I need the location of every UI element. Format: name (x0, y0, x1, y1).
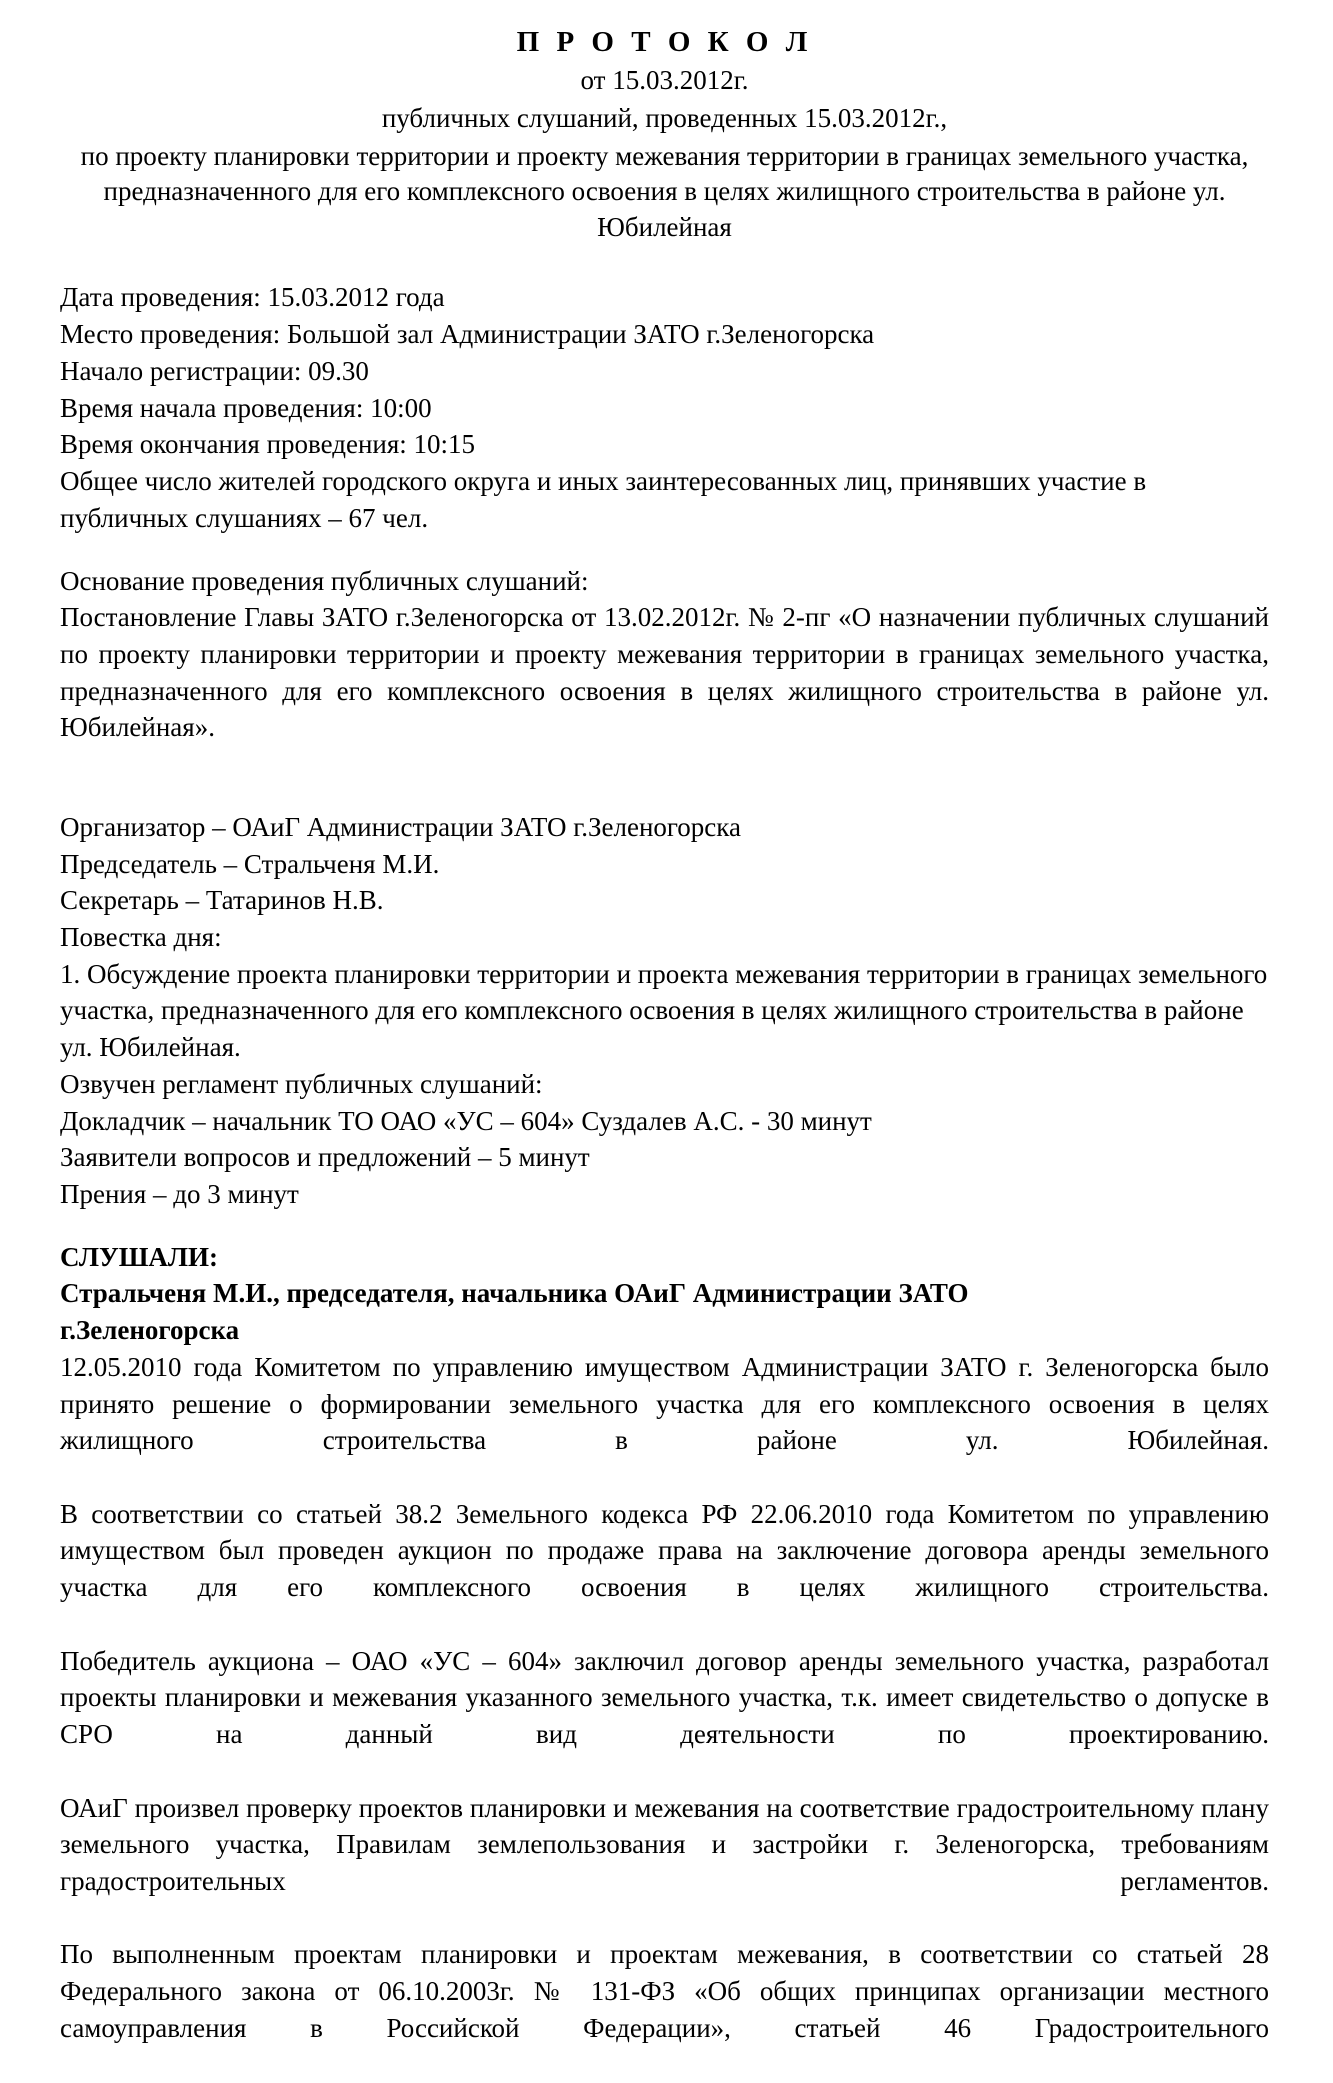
secretary-line: Секретарь – Татаринов Н.В. (60, 885, 384, 916)
listened-person-line-2: г.Зеленогорска (60, 1315, 240, 1346)
listened-paragraph-5: По выполненным проектам планировки и проектам межевания, в соответствии со статьей 28 Федерального закона от 06.10.2003г. № 131-ФЗ «Об общих принципах организации местного самоуправления в Российской Федерации», статьей 46 Градостроительного (60, 1939, 1269, 2043)
regulations-debate: Прения – до 3 минут (60, 1179, 299, 1209)
info-registration-start: Начало регистрации: 09.30 (60, 355, 369, 386)
listened-heading: СЛУШАЛИ: (60, 1241, 219, 1272)
listened-person-line-1: Стральченя М.И., председателя, начальника ОАиГ Администрации ЗАТО (60, 1278, 969, 1309)
basis-text: Постановление Главы ЗАТО г.Зеленогорска от 13.02.2012г. № 2-пг «О назначении публичных слушаний по проекту планировки территории и проекту межевания территории в границах земельного участка, предназначенного для его комплексного освоения в целях жилищного строительства в районе ул. Юбилейная». (60, 602, 1269, 743)
regulations-speaker: Докладчик – начальник ТО ОАО «УС – 604» Суздалев А.С. - 30 минут (60, 1105, 872, 1136)
document-subtitle-line-2: по проекту планировки территории и проекту межевания территории в границах земельного участка, предназначенного для его комплексного освоения в целях жилищного строительства в районе ул. Юбилейная (80, 140, 1249, 242)
listened-paragraph-4: ОАиГ произвел проверку проектов планировки и межевания на соответствие градостроительному плану земельного участка, Правилам землепользования и застройки г. Зеленогорска, требованиям градостроительных регламентов. (60, 1792, 1269, 1896)
listened-paragraph-3: Победитель аукциона – ОАО «УС – 604» заключил договор аренды земельного участка, разработал проекты планировки и межевания указанного земельного участка, т.к. имеет свидетельство о допуске в СРО на данный вид деятельности по проектированию. (60, 1645, 1269, 1750)
agenda-heading: Повестка дня: (60, 921, 222, 952)
regulations-heading: Озвучен регламент публичных слушаний: (60, 1068, 543, 1099)
agenda-item-1: 1. Обсуждение проекта планировки территории и проекта межевания территории в границах земельного участка, предназначенного для его комплексного освоения в целях жилищного строительства в районе ул. Юбилейная. (60, 958, 1268, 1063)
info-participants: Общее число жителей городского округа и иных заинтересованных лиц, принявших участие в публичных слушаниях – 67 чел. (60, 466, 1147, 533)
document-date-line: от 15.03.2012г. (580, 65, 749, 96)
basis-heading: Основание проведения публичных слушаний: (60, 565, 589, 596)
info-date: Дата проведения: 15.03.2012 года (60, 282, 445, 313)
organizer-line: Организатор – ОАиГ Администрации ЗАТО г.Зеленогорска (60, 811, 741, 842)
info-place: Место проведения: Большой зал Администрации ЗАТО г.Зеленогорска (60, 319, 875, 350)
listened-paragraph-1: 12.05.2010 года Комитетом по управлению имуществом Администрации ЗАТО г. Зеленогорска было принято решение о формировании земельного участка для его комплексного освоения в целях жилищного строительства в районе ул. Юбилейная. (60, 1351, 1269, 1456)
chairman-line: Председатель – Стральченя М.И. (60, 848, 440, 879)
document-title: П Р О Т О К О Л (516, 26, 813, 58)
regulations-applicants: Заявители вопросов и предложений – 5 минут (60, 1142, 590, 1173)
info-time-end: Время окончания проведения: 10:15 (60, 429, 476, 460)
document-subtitle-line-1: публичных слушаний, проведенных 15.03.2012г., (381, 102, 948, 133)
info-time-start: Время начала проведения: 10:00 (60, 392, 432, 423)
listened-paragraph-2: В соответствии со статьей 38.2 Земельного кодекса РФ 22.06.2010 года Комитетом по управлению имуществом был проведен аукцион по продаже права на заключение договора аренды земельного участка для его комплексного освоения в целях жилищного строительства. (60, 1498, 1269, 1603)
